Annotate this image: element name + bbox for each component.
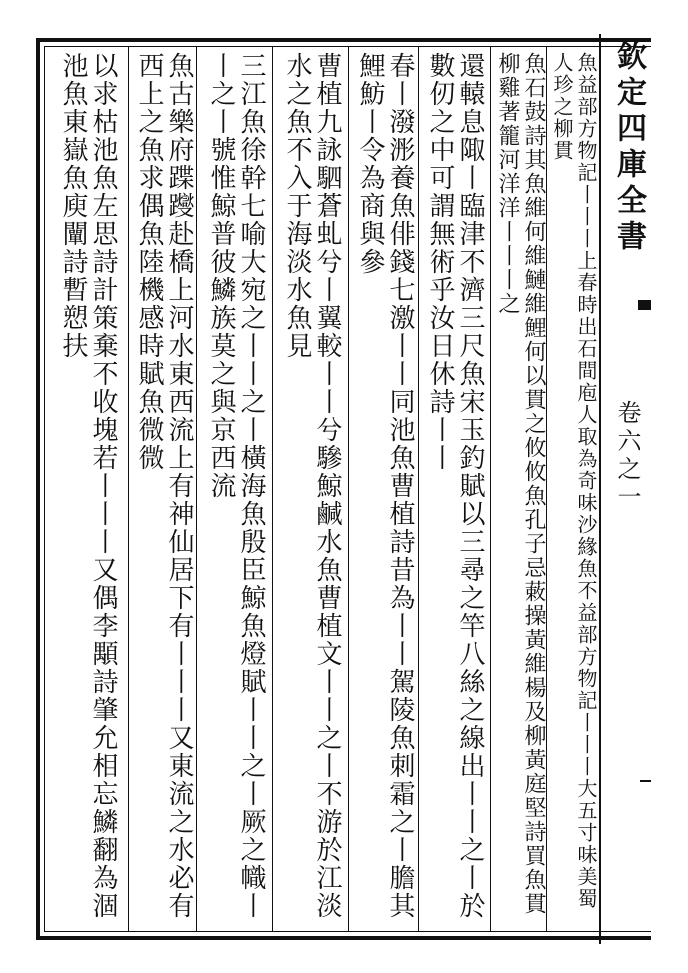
column-text: 魚古樂府蹀躞赴橋上河水東西流上有神仙居下有丨丨丨又東流之水必有西上之魚求偶魚陸機感時賦魚微微 [134, 52, 194, 920]
book-title: 欽定四庫全書 [611, 40, 646, 256]
column-divider [418, 46, 419, 932]
text-column-8 [50, 52, 126, 922]
column-divider [128, 46, 129, 932]
column-text: 三江魚徐幹七喻大宛之丨丨之丨橫海魚殷臣鯨魚燈賦丨丨之丨厥之幟丨丨之丨號惟鯨普彼鱗族莫之與京西流 [206, 52, 266, 920]
column-divider [546, 46, 547, 932]
column-divider [490, 46, 491, 932]
column-divider [348, 46, 349, 932]
text-column-1 [550, 52, 598, 922]
column-text: 曹植九詠駟蒼虬兮丨翼較丨丨兮驂鯨鹹水魚曹植文丨丨之丨不游於江淡水之魚不入于海淡水魚見 [282, 52, 342, 920]
column-text: 魚益部方物記丨丨丨上春時出石間庖人取為奇味沙緣魚不益部方物記丨丨丨大五寸味美蜀人珍之柳貫 [550, 52, 598, 910]
volume-label: 卷六之一 [613, 400, 641, 512]
text-column-5 [276, 52, 348, 922]
text-column-7 [132, 52, 196, 922]
column-text: 魚石鼓詩其魚維何維鰱維鯉何以貫之攸攸魚孔子忌䔩操黃維楊及柳黃庭堅詩買魚貫柳雞著籠河洋洋丨丨丨之 [495, 52, 546, 916]
margin-tick [640, 780, 651, 782]
column-text: 春丨潑浵養魚俳錢七激丨丨同池魚曹植詩昔為丨丨駕陵魚刺霜之丨膽其鯉魴丨令為商與參 [355, 52, 415, 920]
column-text: 以求枯池魚左思詩計策棄不收塊若丨丨丨又偶李顒詩肇允相忘鱗翻為涸池魚東嶽魚庾闡詩暫愬扶 [58, 52, 118, 920]
column-divider [272, 46, 273, 932]
text-column-6 [200, 52, 272, 922]
text-column-4 [352, 52, 418, 922]
column-text: 還轅息陬丨臨津不濟三尺魚宋玉釣賦以三尋之竿八絲之線出丨丨之丨於數仞之中可謂無術乎汝日休詩丨丨 [425, 52, 485, 920]
text-column-3 [422, 52, 488, 922]
fish-tail-marker [638, 300, 651, 310]
column-divider [196, 46, 197, 932]
text-column-2 [494, 52, 546, 922]
